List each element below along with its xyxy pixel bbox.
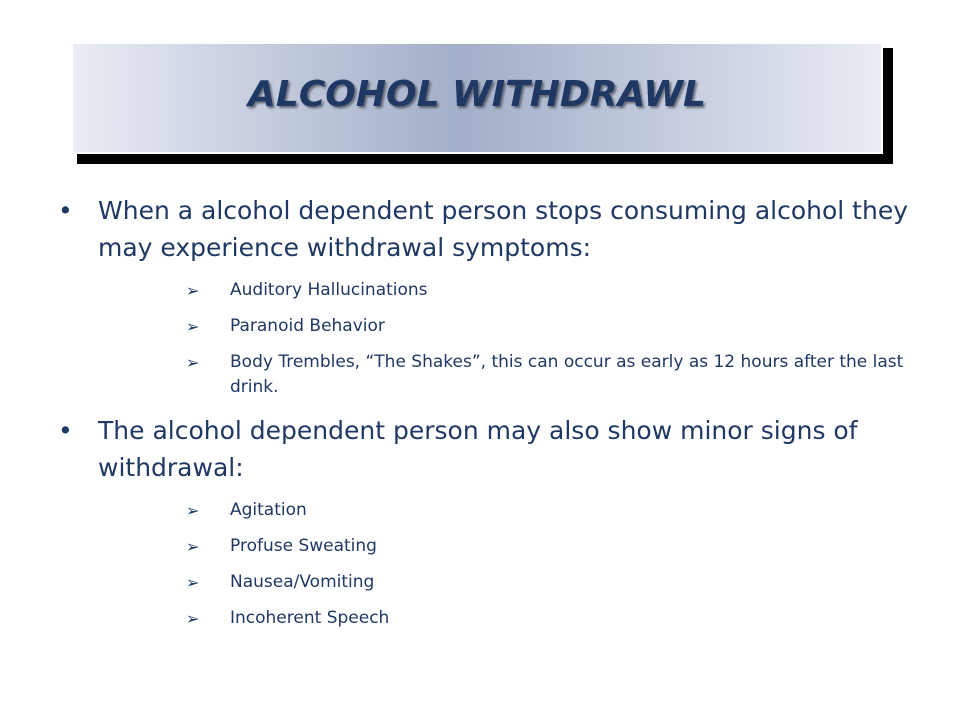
sub-item	[58, 350, 938, 400]
bullet-1	[58, 192, 938, 266]
title-banner	[71, 42, 883, 154]
sub-item-text: Profuse Sweating	[230, 536, 377, 556]
bullet-block-1	[58, 192, 938, 400]
sub-item	[58, 570, 938, 595]
slide-title: ALCOHOL WITHDRAWL	[248, 73, 706, 115]
arrow-right-icon: ➢	[186, 281, 200, 300]
arrow-right-icon: ➢	[186, 501, 200, 520]
arrow-right-icon: ➢	[186, 573, 200, 592]
arrow-right-icon: ➢	[186, 353, 200, 372]
bullet-2-text: The alcohol dependent person may also show minor signs of withdrawal:	[98, 416, 858, 482]
sub-list-2	[58, 498, 938, 631]
sub-item	[58, 534, 938, 559]
arrow-right-icon: ➢	[186, 609, 200, 628]
bullet-dot-icon: •	[58, 416, 73, 445]
slide-content	[58, 192, 938, 642]
sub-item-text: Incoherent Speech	[230, 608, 390, 628]
sub-item	[58, 314, 938, 339]
sub-item	[58, 606, 938, 631]
sub-item-text: Auditory Hallucinations	[230, 280, 428, 300]
arrow-right-icon: ➢	[186, 537, 200, 556]
sub-item-text: Paranoid Behavior	[230, 316, 385, 336]
arrow-right-icon: ➢	[186, 317, 200, 336]
sub-item-text: Nausea/Vomiting	[230, 572, 375, 592]
sub-item-text: Body Trembles, “The Shakes”, this can occur as early as 12 hours after the last drink.	[230, 352, 904, 397]
sub-item	[58, 498, 938, 523]
bullet-block-2	[58, 412, 938, 631]
bullet-dot-icon: •	[58, 196, 73, 225]
bullet-2	[58, 412, 938, 486]
sub-item	[58, 278, 938, 303]
sub-item-text: Agitation	[230, 500, 307, 520]
bullet-1-text: When a alcohol dependent person stops consuming alcohol they may experience withdrawal symptoms:	[98, 196, 909, 262]
sub-list-1	[58, 278, 938, 400]
